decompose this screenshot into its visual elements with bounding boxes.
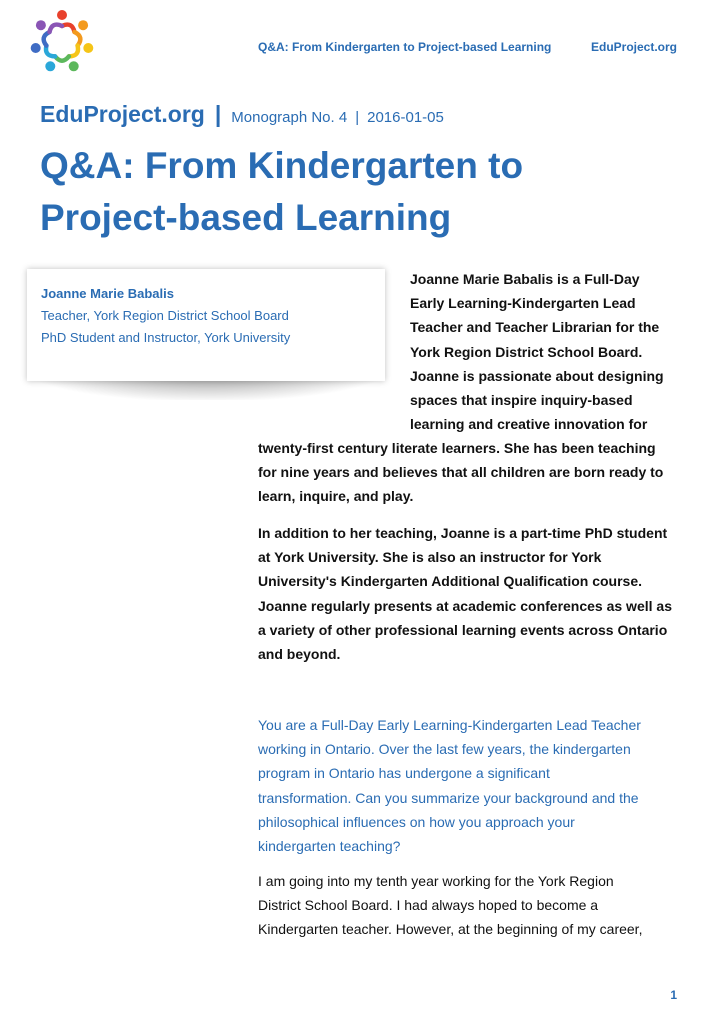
question-line: working in Ontario. Over the last few years, the kindergarten [258, 741, 631, 758]
bio-line: for nine years and believes that all children are born ready to [258, 464, 664, 481]
paragraph-line: University's Kindergarten Additional Qualification course. [258, 573, 642, 590]
bio-line: learn, inquire, and play. [258, 488, 414, 505]
answer-line: District School Board. I had always hoped to become a [258, 897, 599, 914]
logo-figure-arms [50, 25, 63, 32]
logo-figure-head [83, 43, 93, 53]
bio-line: York Region District School Board. [410, 343, 643, 360]
bio-paragraph-continued [258, 436, 678, 509]
paragraph-line: Joanne regularly presents at academic conferences as well as [258, 597, 672, 614]
paragraph-line: a variety of other professional learning events across Ontario [258, 621, 668, 638]
author-role: Teacher, York Region District School Board [41, 308, 289, 323]
running-header-title: Q&A: From Kindergarten to Project-based Learning [258, 40, 552, 54]
author-role: PhD Student and Instructor, York University [41, 330, 291, 345]
logo-figure-head [45, 61, 55, 71]
bio-paragraph-2 [258, 521, 678, 666]
bio-line: Early Learning-Kindergarten Lead [410, 295, 636, 312]
bio-line: twenty-first century literate learners. She has been teaching [258, 440, 656, 456]
paragraph-line: and beyond. [258, 646, 341, 663]
masthead [40, 101, 444, 128]
eduproject-logo-icon [28, 8, 96, 76]
logo-figure-head [36, 20, 46, 30]
document-title [40, 140, 680, 244]
logo-figure-head [69, 61, 79, 71]
question-line: program in Ontario has undergone a significant [258, 765, 550, 782]
title-line: Project-based Learning [40, 197, 452, 238]
answer-line: Kindergarten teacher. However, at the beginning of my career, [258, 921, 643, 938]
paragraph-line: In addition to her teaching, Joanne is a part-time PhD student [258, 525, 668, 541]
logo-figure-head [78, 20, 88, 30]
question-line: kindergarten teaching? [258, 838, 401, 855]
masthead-divider: | [214, 101, 222, 127]
author-card [27, 269, 385, 381]
masthead-separator: | [355, 109, 360, 126]
page-number: 1 [670, 988, 677, 1002]
logo-figure-head [57, 10, 67, 20]
running-header-site: EduProject.org [590, 40, 677, 54]
logo-figure-head [31, 43, 41, 53]
interview-question [258, 713, 678, 858]
title-line: Q&A: From Kindergarten to [40, 145, 524, 186]
question-line: transformation. Can you summarize your background and the [258, 789, 639, 806]
author-name: Joanne Marie Babalis [41, 286, 174, 301]
question-line: philosophical influences on how you approach your [258, 813, 575, 830]
bio-line: Joanne is passionate about designing [410, 367, 664, 384]
question-line: You are a Full-Day Early Learning-Kindergarten Lead Teacher [258, 717, 641, 733]
monograph-number: Monograph No. 4 [231, 109, 348, 126]
bio-paragraph-wrapped [410, 267, 680, 436]
paragraph-line: at York University. She is also an instructor for York [258, 549, 602, 566]
interview-answer [258, 869, 678, 942]
bio-line: Joanne Marie Babalis is a Full-Day [410, 271, 640, 287]
answer-line: I am going into my tenth year working for the York Region [258, 873, 614, 889]
masthead-site: EduProject.org [40, 101, 205, 127]
bio-line: learning and creative innovation for [410, 416, 648, 433]
bio-line: Teacher and Teacher Librarian for the [410, 319, 660, 336]
bio-line: spaces that inspire inquiry-based [410, 392, 633, 409]
publication-date: 2016-01-05 [367, 109, 444, 126]
